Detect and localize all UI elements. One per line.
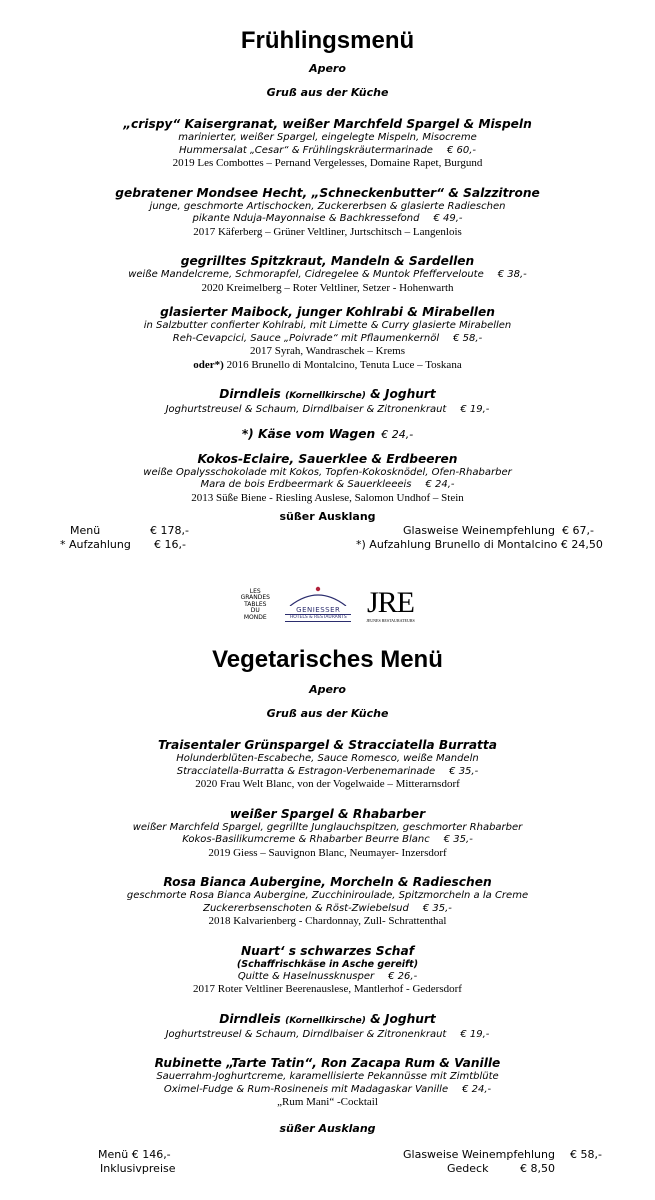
course-item <box>0 116 655 171</box>
dish-price-line <box>0 333 655 346</box>
logo-text: HOTELS & RESTAURANTS <box>285 614 351 622</box>
wine-pairing: 2018 Kalvarienberg - Chardonnay, Zull- Schrattenthal <box>208 915 447 927</box>
dish-title: weißer Spargel & Rhabarber <box>229 806 426 821</box>
wine-pairing: 2017 Syrah, Wandraschek – Krems <box>249 345 405 357</box>
dish-price-line <box>0 1084 655 1097</box>
price-summary <box>0 1148 655 1176</box>
dish-price-line <box>0 971 655 984</box>
dish-title <box>0 386 655 404</box>
logo-text: DU <box>250 607 260 615</box>
dish-description: in Salzbutter confierter Kohlrabi, mit Limette & Curry glasierte Mirabellen <box>143 320 512 331</box>
dish-price-line <box>0 145 655 158</box>
geniesser-logo <box>282 586 354 624</box>
dish-title: Rosa Bianca Aubergine, Morcheln & Radieschen <box>163 875 492 889</box>
dish-description: weiße Opalysschokolade mit Kokos, Topfen-Kokosknödel, Ofen-Rhabarber <box>143 466 512 478</box>
wine-pairing: 2019 Giess – Sauvignon Blanc, Neumayer- Inzersdorf <box>208 846 447 859</box>
menu-price-label: Menü <box>70 524 101 537</box>
logo-text: JRE <box>366 585 414 619</box>
dish-price-line <box>0 213 655 226</box>
course-item <box>0 451 655 506</box>
dish-title: gegrilltes Spitzkraut, Mandeln & Sardellen <box>180 254 475 268</box>
course-item <box>0 943 655 997</box>
logo-text: GRANDES <box>240 594 270 602</box>
ausklang-label: süßer Ausklang <box>279 1121 376 1135</box>
dish-description: pikante Nduja-Mayonnaise & Bachkressefond <box>192 213 420 224</box>
dish-price: € 60,- <box>446 144 477 156</box>
dish-description: Sauerrahm-Joghurtcreme, karamellisierte Pekannüsse mit Zimtblüte <box>156 1071 499 1082</box>
dish-price: € 38,- <box>497 269 527 280</box>
cloche-icon <box>285 586 351 606</box>
jre-logo <box>366 585 415 623</box>
menu-price: € 178,- <box>150 524 189 537</box>
logo-text: TABLES <box>244 600 267 608</box>
dish-title: Nuart‘ s schwarzes Schaf <box>240 943 415 958</box>
fruehlingsmenue-section <box>0 26 655 552</box>
dish-price: € 35,- <box>449 765 479 777</box>
course-item <box>0 253 655 295</box>
wine-alt: 2016 Brunello di Montalcino, Tenuta Luce – Toskana <box>226 358 462 371</box>
dish-description: Holunderblüten-Escabeche, Sauce Romesco, weiße Mandeln <box>176 753 479 764</box>
course-item <box>0 737 655 792</box>
wine-recommendation-price: € 67,- <box>562 524 594 537</box>
wine-pairing-alt <box>0 359 655 373</box>
dish-title: Kokos-Eclaire, Sauerklee & Erdbeeren <box>197 451 458 466</box>
menu-title: Frühlingsmenü <box>240 27 415 54</box>
dish-description: Reh-Cevapcici, Sauce „Poivrade“ mit Pflaumenkernöl <box>172 332 440 344</box>
wine-pairing: 2013 Süße Biene - Riesling Auslese, Salomon Undhof – Stein <box>191 491 464 504</box>
dish-price-line <box>0 404 655 417</box>
dish-title: Rubinette „Tarte Tatin“, Ron Zacapa Rum & Vanille <box>154 1056 501 1070</box>
wine-pairing: 2019 Les Combottes – Pernand Vergelesses, Domaine Rapet, Burgund <box>172 157 483 169</box>
dish-price-line <box>0 834 655 847</box>
dish-subtitle: (Schaffrischkäse in Asche gereift) <box>236 958 419 970</box>
aufzahlung-label: * Aufzahlung <box>60 538 131 551</box>
dish-price: € 26,- <box>388 970 418 982</box>
dish-price: € 58,- <box>453 332 483 344</box>
dish-description: Joghurtstreusel & Schaum, Dirndlbaiser & Zitronenkraut <box>165 404 447 415</box>
dish-title-end: & Joghurt <box>370 387 436 401</box>
dish-title: „crispy“ Kaisergranat, weißer Marchfeld Spargel & Mispeln <box>123 117 532 131</box>
course-item <box>0 806 655 861</box>
course-item <box>0 304 655 372</box>
dish-price: € 24,- <box>462 1083 492 1095</box>
dish-price: € 35,- <box>443 834 473 845</box>
dish-title: glasierter Maibock, junger Kohlrabi & Mirabellen <box>160 305 495 319</box>
course-item <box>0 185 655 240</box>
logo-text: GENIESSER <box>296 606 341 614</box>
wine-alt-prefix: oder*) <box>193 358 224 371</box>
apero-label: Apero <box>309 62 346 75</box>
wine-pairing: 2017 Käferberg – Grüner Veltliner, Jurtschitsch – Langenlois <box>193 225 462 238</box>
dish-description: Oximel-Fudge & Rum-Rosineneis mit Madagaskar Vanille <box>163 1083 449 1095</box>
gruss-label: Gruß aus der Küche <box>266 86 389 99</box>
gedeck-price: € 8,50 <box>520 1161 555 1175</box>
dish-description: Joghurtstreusel & Schaum, Dirndlbaiser & Zitronenkraut <box>165 1028 447 1040</box>
partner-logos <box>0 581 655 629</box>
menu-title: Vegetarisches Menü <box>212 646 443 673</box>
dish-price: € 24,- <box>381 427 414 441</box>
dish-description: geschmorte Rosa Bianca Aubergine, Zucchiniroulade, Spitzmorcheln a la Creme <box>126 890 529 901</box>
dish-title-main: Dirndleis <box>219 387 281 401</box>
dish-title <box>0 426 655 442</box>
dish-title: Traisentaler Grünspargel & Stracciatella Burratta <box>158 738 497 752</box>
dish-price-line <box>0 269 655 282</box>
grandes-tables-logo <box>240 589 270 622</box>
dish-description: Quitte & Haselnussknusper <box>237 970 375 982</box>
logo-text: MONDE <box>243 613 267 621</box>
course-item <box>0 1055 655 1110</box>
dish-price-line <box>0 1029 655 1042</box>
wine-recommendation-label: Glasweise Weinempfehlung <box>403 1147 555 1161</box>
apero-label: Apero <box>309 683 346 696</box>
dish-description: Stracciatella-Burratta & Estragon-Verbenemarinade <box>176 765 436 777</box>
wine-pairing: „Rum Mani“ -Cocktail <box>277 1096 378 1108</box>
dish-description: weiße Mandelcreme, Schmorapfel, Cidregelee & Muntok Pfefferveloute <box>128 269 484 280</box>
dish-title-main: *) Käse vom Wagen <box>241 426 376 441</box>
wine-pairing: 2017 Roter Veltliner Beerenauslese, Mantlerhof - Gedersdorf <box>193 983 462 995</box>
menu-price: Menü € 146,- <box>98 1147 171 1161</box>
dish-description: marinierter, weißer Spargel, eingelegte Mispeln, Misocreme <box>178 132 477 143</box>
brunello-surcharge: *) Aufzahlung Brunello di Montalcino € 24,50 <box>356 538 603 551</box>
logo-text: LES <box>249 587 261 595</box>
course-item <box>0 386 655 417</box>
price-summary <box>0 524 655 552</box>
dish-description: Zuckererbsenschoten & Röst-Zwiebelsud <box>203 902 409 914</box>
wine-pairing: 2020 Kreimelberg – Roter Veltliner, Setzer - Hohenwarth <box>201 281 454 294</box>
wine-recommendation-label: Glasweise Weinempfehlung <box>403 524 555 537</box>
dish-price: € 19,- <box>460 404 490 415</box>
dish-price: € 49,- <box>433 213 463 224</box>
ausklang-label: süßer Ausklang <box>279 510 376 523</box>
dish-title-paren: (Kornellkirsche) <box>285 391 366 401</box>
dish-description: junge, geschmorte Artischocken, Zuckererbsen & glasierte Radieschen <box>149 200 506 212</box>
dish-title-main: Dirndleis <box>219 1011 281 1026</box>
dish-price-line <box>0 479 655 492</box>
dish-title-end: & Joghurt <box>370 1011 436 1026</box>
logo-text: JEUNES RESTAURATEURS <box>366 617 415 623</box>
vegetarisches-menue-section <box>0 645 655 1176</box>
dish-description: weißer Marchfeld Spargel, gegrillte Junglauchspitzen, geschmorter Rhabarber <box>132 821 523 833</box>
course-item <box>0 1011 655 1042</box>
dish-description: Mara de bois Erdbeermark & Sauerkleeeis <box>200 479 412 490</box>
wine-pairing: 2020 Frau Welt Blanc, von der Vogelwaide – Mitterarnsdorf <box>195 778 460 790</box>
gruss-label: Gruß aus der Küche <box>266 707 389 720</box>
course-item <box>0 874 655 929</box>
dish-price: € 24,- <box>425 479 455 490</box>
dish-title-paren: (Kornellkirsche) <box>285 1015 366 1026</box>
wine-recommendation-price: € 58,- <box>570 1147 602 1161</box>
inclusive-note: Inklusivpreise <box>100 1161 176 1175</box>
dish-price: € 19,- <box>460 1028 490 1040</box>
dish-price: € 35,- <box>422 902 452 914</box>
gedeck-label: Gedeck <box>447 1161 489 1175</box>
dish-price-line <box>0 766 655 779</box>
course-item <box>0 426 655 442</box>
aufzahlung-price: € 16,- <box>154 538 186 551</box>
dish-price-line <box>0 903 655 916</box>
dish-title: gebratener Mondsee Hecht, „Schneckenbutter“ & Salzzitrone <box>115 185 540 200</box>
dish-title <box>0 1011 655 1029</box>
dish-description: Hummersalat „Cesar“ & Frühlingskräutermarinade <box>178 144 433 156</box>
dish-description: Kokos-Basilikumcreme & Rhabarber Beurre Blanc <box>182 834 430 845</box>
